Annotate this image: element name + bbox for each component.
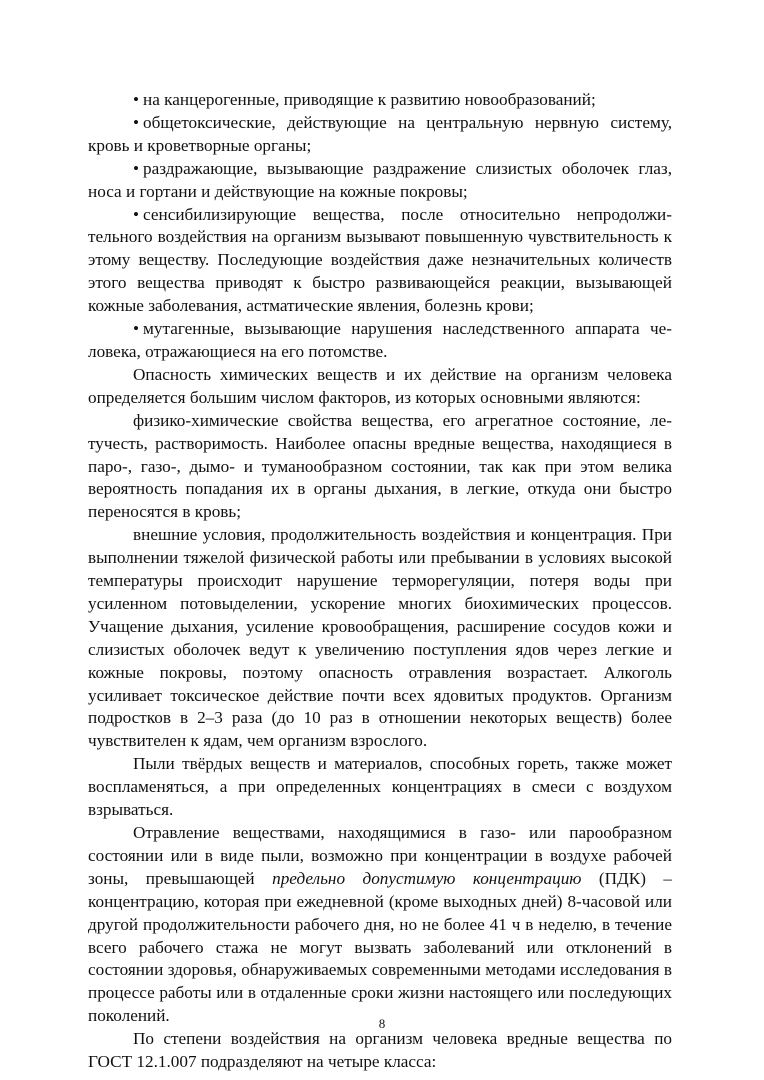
bullet-item-sensitizing [88, 204, 672, 319]
bullet-icon: • [133, 112, 140, 132]
bullet-text: сенсибилизирующие вещества, после относительно непродолжительного воздействия на организм вызывают повышенную чувствительность к этому веществу. Последующие воздействия даже незначительных количеств этого вещества приводят к быстро развивающейся реакции, вызывающей кожные заболевания, астматические явления, болезнь крови; [88, 204, 672, 316]
bullet-item-carcinogenic [88, 89, 672, 112]
paragraph-poisoning-pdk [88, 822, 672, 1028]
bullet-item-irritant [88, 158, 672, 204]
bullet-icon: • [133, 158, 140, 178]
pdk-text-before: Отравление веществами, находящимися в газо- или парообразном состоянии или в виде пыли, возможно при концентрации в воздухе рабочей зоны, превышающей [88, 823, 672, 888]
paragraph-external-conditions: внешние условия, продолжительность воздействия и концентрация. При выполнении тяжелой физической работы или пребывании в условиях высокой температуры происходит нарушение терморегуляции, потеря воды при усиленном потовыделении, ускорение многих биохимических процессов. Учащение дыхания, усиление кровообращения, расширение сосудов кожи и слизистых оболочек ведут к увеличению поступления ядов через легкие и кожные покровы, поэтому опасность отравления возрастает. Алкоголь усиливает токсическое действие почти всех ядовитых продуктов. Организм подростков в 2–3 раза (до 10 раз в отношении некоторых веществ) более чувствителен к ядам, чем организм взрослого. [88, 525, 672, 751]
bullet-icon: • [133, 319, 140, 339]
paragraph-physicochemical: физико-химические свойства вещества, его агрегатное состояние, летучесть, растворимость. Наиболее опасны вредные вещества, находящиеся в паро-, газо-, дымо- и туманообразном состоянии, так как при этом велика вероятность попадания их в органы дыхания, в легкие, откуда они быстро переносятся в кровь; [88, 410, 672, 522]
paragraph-hazard-factors: Опасность химических веществ и их действие на организм человека определяется большим числом факторов, из которых основными являются: [88, 364, 672, 407]
page-number: 8 [378, 1016, 386, 1031]
pdk-text-after: (ПДК) – концентрацию, которая при ежедневной (кроме выходных дней) 8-часовой или другой продолжительности рабочего дня, но не более 41 ч в неделю, в течение всего рабочего стажа не могут вызвать заболеваний или отклонений в состоянии здоровья, обнаруживаемых современными методами исследования в процессе работы или в отдаленные сроки жизни настоящего или последующих поколений. [88, 868, 672, 1026]
paragraph-dust: Пыли твёрдых веществ и материалов, способных гореть, также может воспламеняться, а при определенных концентрациях в смеси с воздухом взрываться. [88, 754, 672, 820]
paragraph-hazard-classes: По степени воздействия на организм человека вредные вещества по ГОСТ 12.1.007 подразделяют на четыре класса: [88, 1029, 672, 1072]
bullet-icon: • [133, 90, 140, 109]
bullet-text: общетоксические, действующие на центральную нервную систему, кровь и кроветворные органы; [88, 112, 672, 155]
bullet-icon: • [133, 204, 140, 224]
bullet-text: мутагенные, вызывающие нарушения наследственного аппарата человека, отражающиеся на его потомстве. [88, 319, 672, 361]
pdk-term: предельно допустимую концентрацию [272, 868, 582, 888]
bullet-text: раздражающие, вызывающие раздражение слизистых оболочек глаз, носа и гортани и действующие на кожные покровы; [88, 158, 672, 201]
bullet-text: на канцерогенные, приводящие к развитию новообразований; [143, 90, 596, 109]
bullet-item-mutagenic [88, 318, 672, 364]
document-page [88, 89, 672, 1074]
bullet-item-general-toxic [88, 112, 672, 158]
